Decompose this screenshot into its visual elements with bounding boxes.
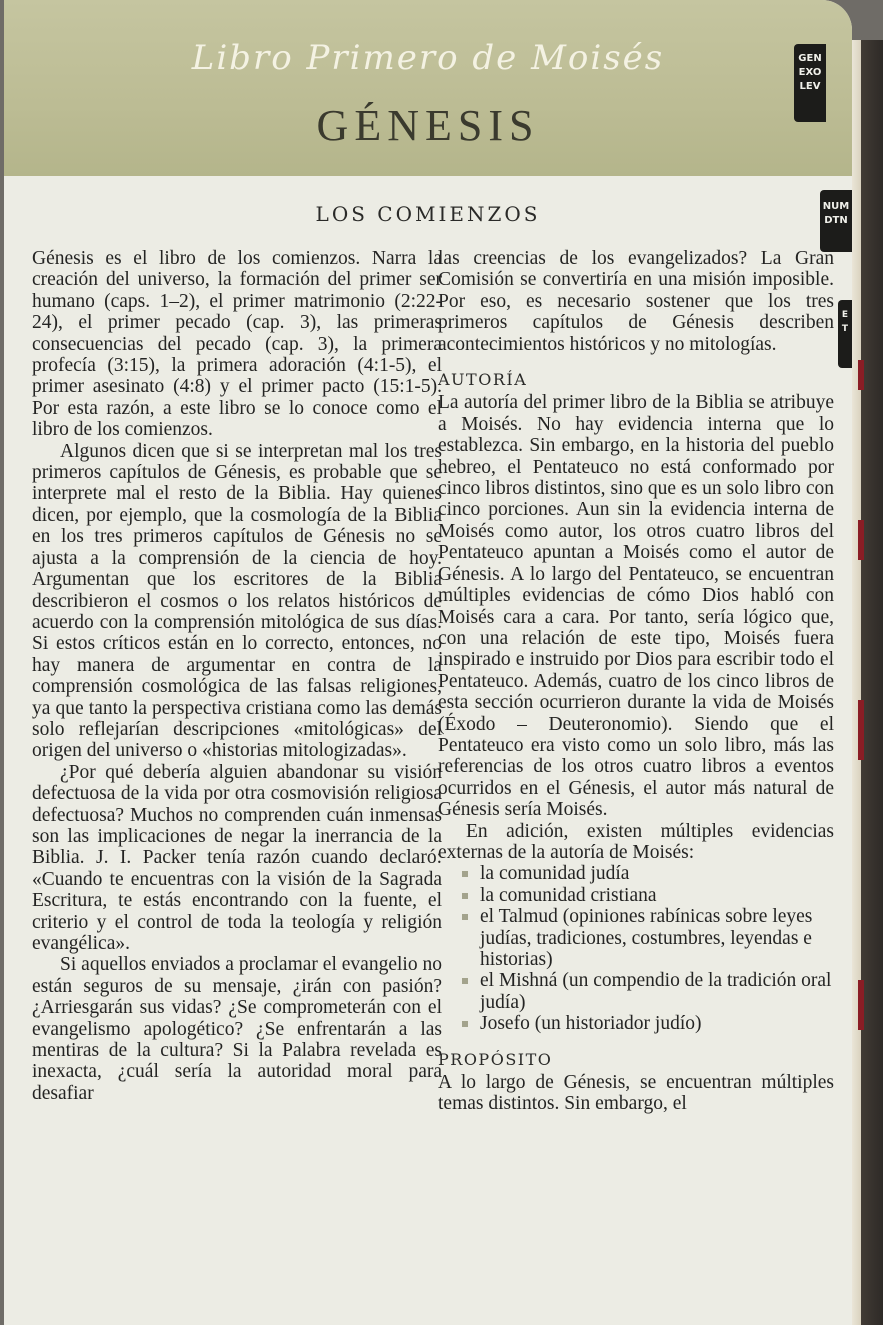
tab-label-lev: LEV xyxy=(799,81,821,92)
tab-label-e: E xyxy=(841,310,849,320)
title-banner xyxy=(4,0,852,176)
paragraph: Algunos dicen que si se interpretan mal los tres primeros capítulos de Génesis, es probable que se interprete mal el resto de la Biblia. Hay quienes dicen, por ejemplo, que la cosmología de la Biblia en los tres primeros capítulos de Génesis no se ajusta a la comprensión de la ciencia de hoy. Argumentan que los escritores de la Biblia describieron el cosmos o los relatos históricos de acuerdo con la comprensión mitológica de sus días. Si estos críticos están en lo correcto, entonces, no hay manera de argumentar en contra de la comprensión cosmológica de las falsas religiones, ya que tanto la perspectiva cristiana como las demás solo reflejarían descripciones «mitológicas» del origen del universo o «historias mitologizadas». xyxy=(32,440,442,762)
purpose-heading: PROPÓSITO xyxy=(438,1049,553,1069)
section-title: LOS COMIENZOS xyxy=(315,202,541,226)
evidence-list xyxy=(438,863,834,1034)
list-item: la comunidad cristiana xyxy=(458,885,834,906)
thumb-tab-gen-exo-lev[interactable] xyxy=(794,44,826,122)
tab-label-num: NUM xyxy=(822,201,850,212)
list-item: la comunidad judía xyxy=(458,863,834,884)
ribbon-marker-4 xyxy=(858,980,864,1030)
paragraph: En adición, existen múltiples evidencias externas de la autoría de Moisés: xyxy=(438,820,834,863)
tab-label-dtn: DTN xyxy=(824,215,848,226)
tab-label-exo: EXO xyxy=(798,67,822,78)
paragraph: La autoría del primer libro de la Biblia se atribuye a Moisés. No hay evidencia interna que lo establezca. Sin embargo, en la historia del pueblo hebreo, el Pentateuco no está conformado por cinco libros distintos, sino que es un solo libro con cinco porciones. Aun sin la evidencia interna de Moisés como autor, los otros cuatro libros del Pentateuco apuntan a Moisés como el autor de Génesis. A lo largo del Pentateuco, se encuentran múltiples evidencias de cómo Dios habló con Moisés cara a cara. Por tanto, sería lógico que, con una relación de este tipo, Moisés fuera inspirado e instruido por Dios para escribir todo el Pentateuco. Además, cuatro de los cinco libros de esta sección ocurrieron durante la vida de Moisés (Éxodo – Deuteronomio). Siendo que el Pentateuco era visto como un solo libro, más las referencias de los otros cuatro libros a eventos ocurridos en el Génesis, el autor más natural de Génesis sería Moisés. xyxy=(438,392,834,821)
ribbon-marker-3 xyxy=(858,700,864,760)
paragraph: Génesis es el libro de los comienzos. Narra la creación del universo, la formación del primer ser humano (caps. 1–2), el primer matrimonio (2:22-24), el primer pecado (cap. 3), las primeras consecuencias del pecado (cap. 3), la primera profecía (3:15), la primera adoración (4:1-5), el primer asesinato (4:8) y el primer pacto (15:1-5). Por esta razón, a este libro se lo conoce como el libro de los comienzos. xyxy=(32,248,442,441)
paragraph: A lo largo de Génesis, se encuentran múltiples temas distintos. Sin embargo, el xyxy=(438,1072,834,1115)
ribbon-marker-2 xyxy=(858,520,864,560)
list-item: el Mishná (un compendio de la tradición oral judía) xyxy=(458,970,834,1013)
banner-script-title: Libro Primero de Moisés xyxy=(191,38,665,78)
book-title: GÉNESIS xyxy=(316,101,540,150)
tab-label-gen: GEN xyxy=(798,53,822,64)
ribbon-marker-1 xyxy=(858,360,864,390)
book-page xyxy=(4,0,852,1325)
thumb-tab-partial[interactable] xyxy=(838,300,852,368)
left-column xyxy=(32,248,442,1104)
paragraph: Si aquellos enviados a proclamar el evangelio no están seguros de su mensaje, ¿irán con pasión? ¿Arriesgarán sus vidas? ¿Se comprometerán con el evangelismo apologético? ¿Se enfrentarán a las mentiras de la cultura? Si la Palabra revelada es inexacta, ¿cuál sería la autoridad moral para desafiar xyxy=(32,954,442,1104)
authorship-heading: AUTORÍA xyxy=(438,370,528,390)
right-column xyxy=(438,248,834,1115)
list-item: el Talmud (opiniones rabínicas sobre leyes judías, tradiciones, costumbres, leyendas e historias) xyxy=(458,906,834,970)
paragraph: ¿Por qué debería alguien abandonar su visión defectuosa de la vida por otra cosmovisión religiosa defectuosa? Muchos no comprenden cuán inmensas son las implicaciones de negar la inerrancia de la Biblia. J. I. Packer tenía razón cuando declaró: «Cuando te encuentras con la visión de la Sagrada Escritura, te estás encontrando con la fuente, el criterio y el control de toda la teología y religión evangélica». xyxy=(32,761,442,954)
paragraph: las creencias de los evangelizados? La Gran Comisión se convertiría en una misión imposible. Por eso, es necesario sostener que los tres primeros capítulos de Génesis describen acontecimientos históricos y no mitologías. xyxy=(438,248,834,355)
list-item: Josefo (un historiador judío) xyxy=(458,1013,834,1034)
tab-label-t: T xyxy=(841,324,849,334)
